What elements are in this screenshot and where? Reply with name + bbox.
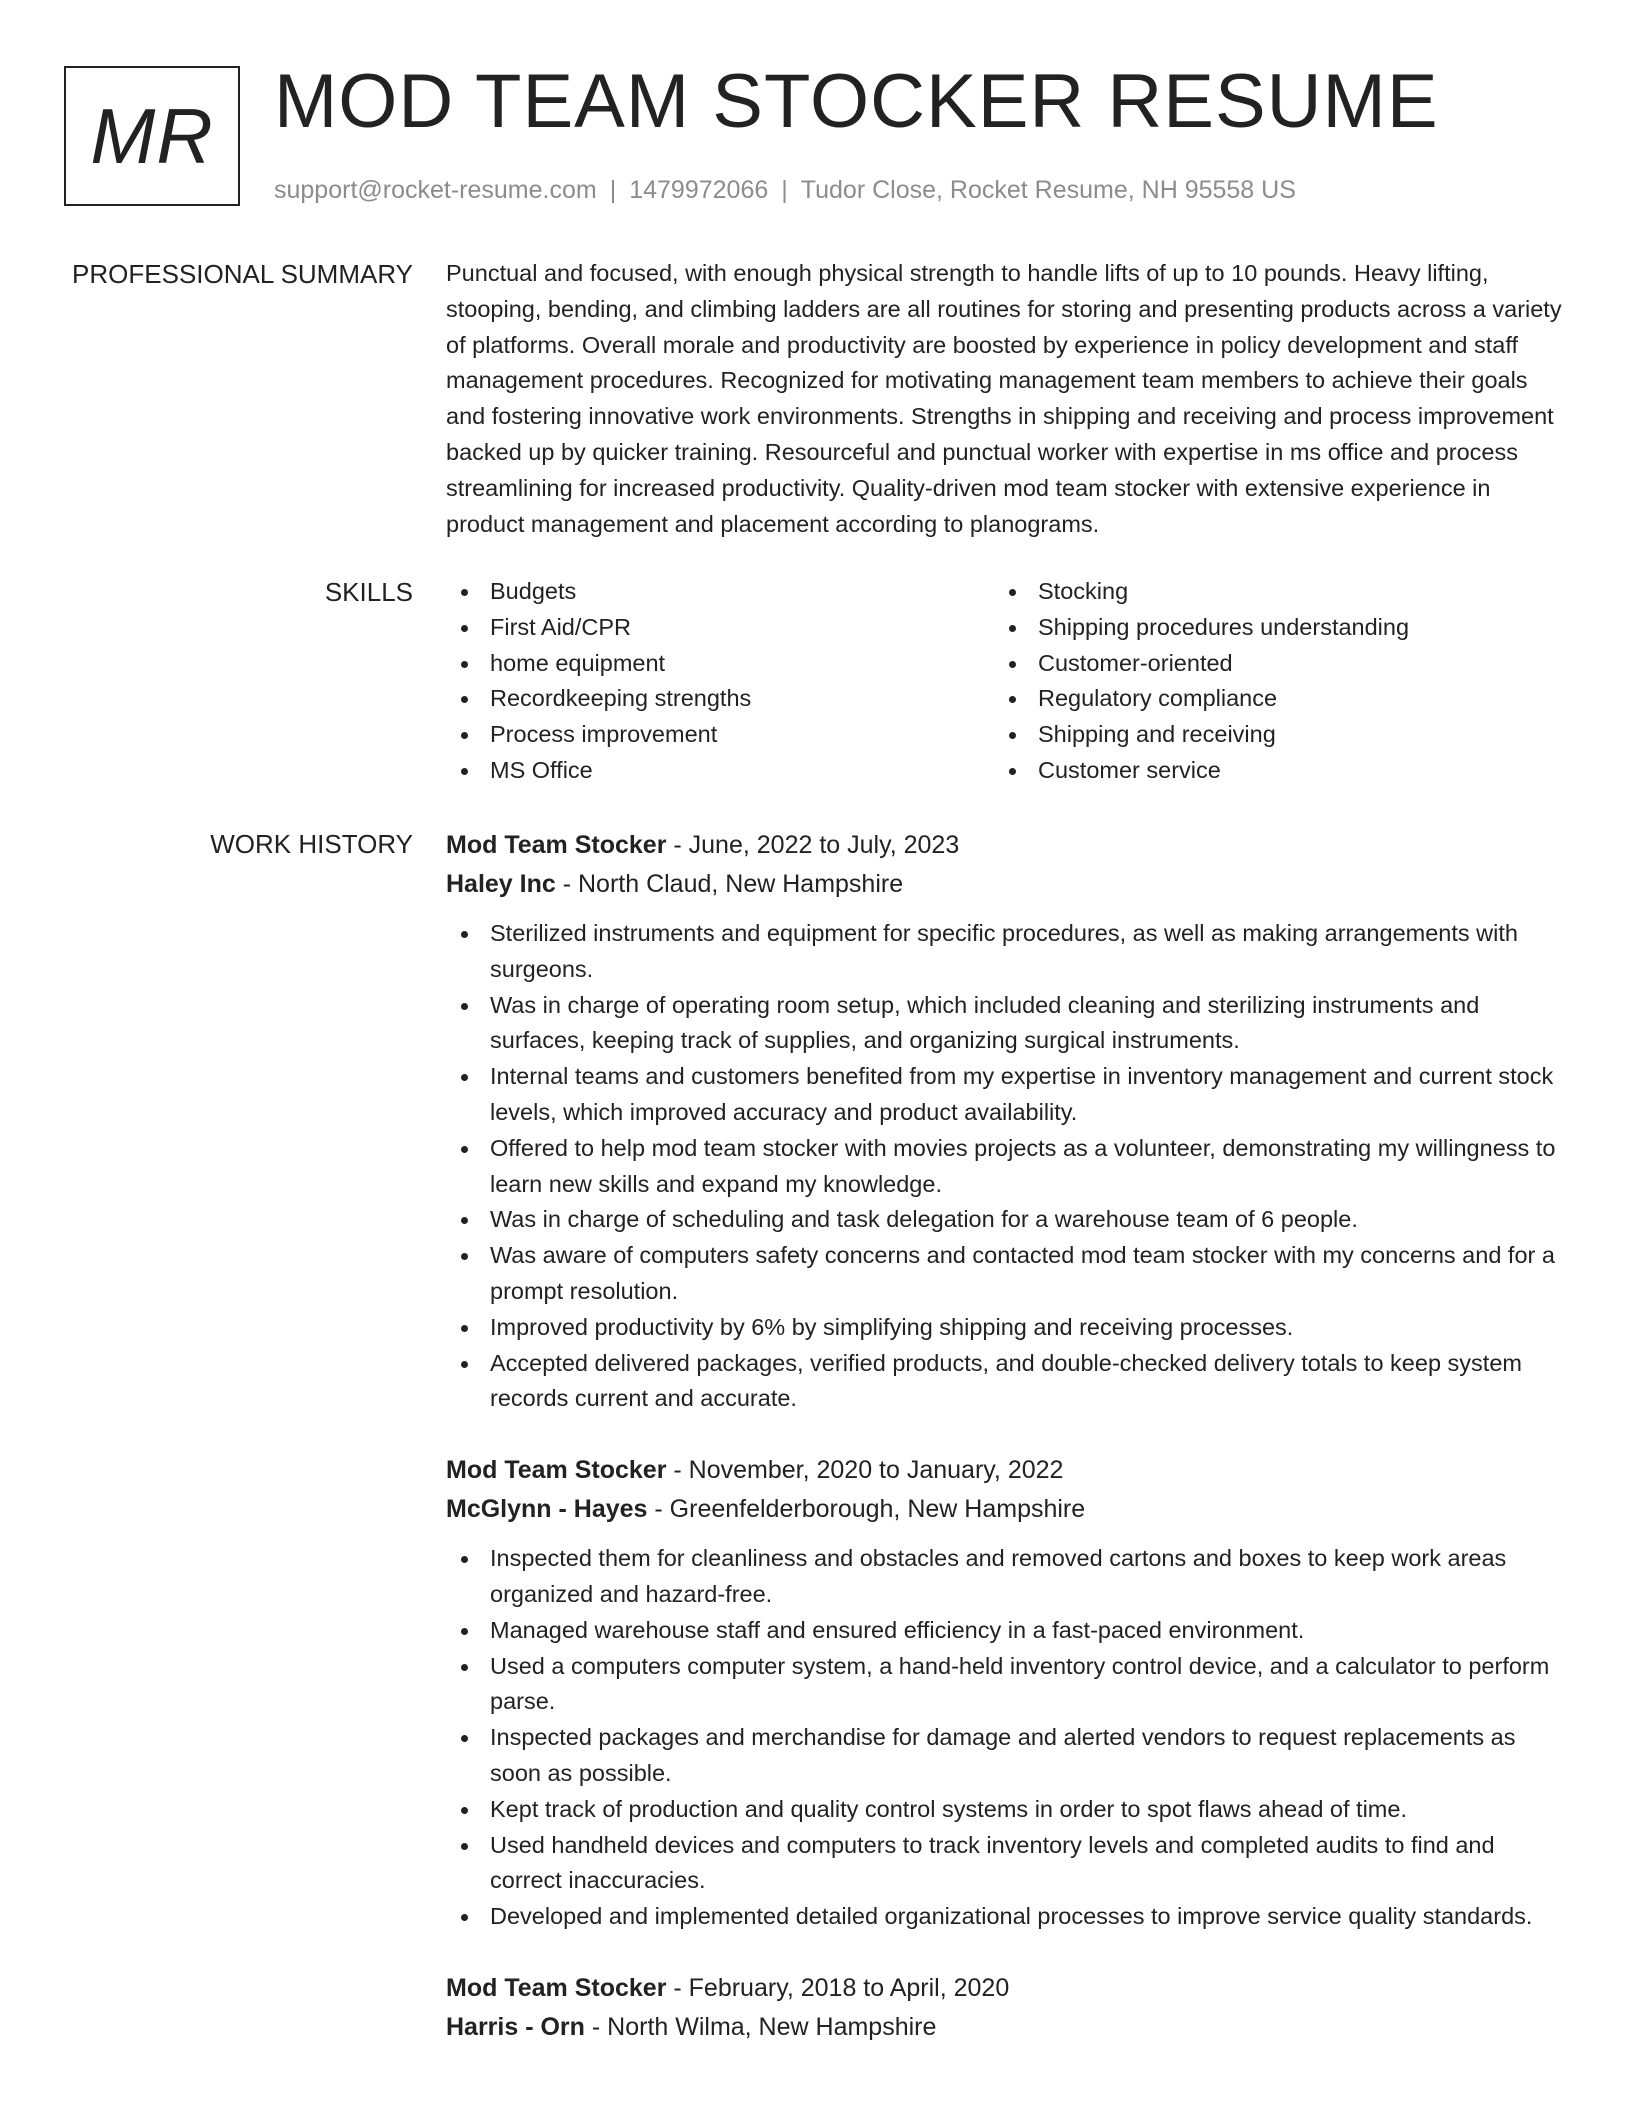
duty-item: Internal teams and customers benefited from my expertise in inventory management and current stock levels, which improved accuracy and product availability.: [446, 1059, 1562, 1131]
job-dates: - June, 2022 to July, 2023: [666, 831, 960, 859]
job-entry: [446, 826, 1562, 1417]
skill-item: Stocking: [994, 574, 1542, 610]
duty-item: Improved productivity by 6% by simplifying shipping and receiving processes.: [446, 1310, 1562, 1346]
duty-item: Used a computers computer system, a hand-held inventory control device, and a calculator to perform parse.: [446, 1649, 1562, 1721]
skill-item: First Aid/CPR: [446, 610, 994, 646]
summary-heading: PROFESSIONAL SUMMARY: [72, 259, 413, 289]
duty-item: Kept track of production and quality control systems in order to spot flaws ahead of time.: [446, 1792, 1562, 1828]
contact-info: [274, 174, 1296, 206]
duty-item: Accepted delivered packages, verified products, and double-checked delivery totals to keep system records current and accurate.: [446, 1346, 1562, 1418]
skills-list-right: [994, 574, 1542, 789]
monogram-logo: MR: [64, 66, 240, 206]
skills-body: [446, 574, 1562, 789]
skill-item: Regulatory compliance: [994, 681, 1542, 717]
skill-item: Shipping procedures understanding: [994, 610, 1542, 646]
contact-separator: |: [609, 176, 617, 204]
summary-text: Punctual and focused, with enough physical strength to handle lifts of up to 10 pounds. Heavy lifting, stooping, bending, and climbing ladders are all routines for storing and presenting products across a variety of platforms. Overall morale and productivity are boosted by experience in policy development and staff management procedures. Recognized for motivating management team members to achieve their goals and fostering innovative work environments. Strengths in shipping and receiving and process improvement backed up by quicker training. Resourceful and punctual worker with expertise in ms office and process streamlining for increased productivity. Quality-driven mod team stocker with extensive experience in product management and placement according to planograms.: [446, 260, 1562, 537]
job-company-line: [446, 2008, 1562, 2047]
skill-item: MS Office: [446, 753, 994, 789]
job-entry: [446, 1451, 1562, 1935]
job-title-line: [446, 826, 1562, 865]
job-company-line: [446, 1490, 1562, 1529]
job-company: Haley Inc: [446, 870, 556, 898]
skill-item: Shipping and receiving: [994, 717, 1542, 753]
skills-heading: SKILLS: [324, 577, 413, 607]
skill-item: Recordkeeping strengths: [446, 681, 994, 717]
duty-item: Used handheld devices and computers to track inventory levels and completed audits to find and correct inaccuracies.: [446, 1828, 1562, 1900]
duty-item: Was in charge of operating room setup, which included cleaning and sterilizing instruments and surfaces, keeping track of supplies, and organizing surgical instruments.: [446, 988, 1562, 1060]
job-dates: - February, 2018 to April, 2020: [666, 1973, 1010, 2002]
skills-list-left: [446, 574, 994, 789]
duty-item: Sterilized instruments and equipment for specific procedures, as well as making arrangements with surgeons.: [446, 916, 1562, 988]
work-history-heading: WORK HISTORY: [210, 829, 413, 859]
duty-item: Was aware of computers safety concerns and contacted mod team stocker with my concerns and for a prompt resolution.: [446, 1238, 1562, 1310]
contact-phone: 1479972066: [629, 176, 769, 204]
skill-item: home equipment: [446, 646, 994, 682]
contact-email: support@rocket-resume.com: [274, 176, 597, 204]
skill-item: Process improvement: [446, 717, 994, 753]
duty-item: Offered to help mod team stocker with movies projects as a volunteer, demonstrating my willingness to learn new skills and expand my knowledge.: [446, 1131, 1562, 1203]
skill-item: Budgets: [446, 574, 994, 610]
duty-item: Developed and implemented detailed organizational processes to improve service quality standards.: [446, 1899, 1562, 1935]
job-location: - North Claud, New Hampshire: [555, 870, 904, 898]
work-history-body: [446, 826, 1562, 2081]
duty-item: Inspected them for cleanliness and obstacles and removed cartons and boxes to keep work areas organized and hazard-free.: [446, 1541, 1562, 1613]
duty-item: Managed warehouse staff and ensured efficiency in a fast-paced environment.: [446, 1613, 1562, 1649]
duty-item: Inspected packages and merchandise for damage and alerted vendors to request replacements as soon as possible.: [446, 1720, 1562, 1792]
job-location: - Greenfelderborough, New Hampshire: [647, 1495, 1086, 1524]
resume-title: MOD TEAM STOCKER RESUME: [274, 59, 1439, 144]
job-duties: [446, 916, 1562, 1417]
job-company-line: [446, 865, 1562, 904]
job-location: - North Wilma, New Hampshire: [584, 2012, 937, 2041]
skills-grid: [446, 574, 1562, 789]
duty-item: Was in charge of scheduling and task delegation for a warehouse team of 6 people.: [446, 1202, 1562, 1238]
job-company: McGlynn - Hayes: [446, 1495, 648, 1524]
job-entry: [446, 1969, 1562, 2047]
skill-item: Customer-oriented: [994, 646, 1542, 682]
job-dates: - November, 2020 to January, 2022: [666, 1456, 1064, 1485]
summary-body: [446, 256, 1562, 542]
job-company: Harris - Orn: [446, 2012, 585, 2041]
job-title: Mod Team Stocker: [446, 1456, 667, 1485]
job-title-line: [446, 1451, 1562, 1490]
job-title-line: [446, 1969, 1562, 2008]
job-title: Mod Team Stocker: [446, 831, 667, 859]
skill-item: Customer service: [994, 753, 1542, 789]
job-duties: [446, 1541, 1562, 1935]
job-title: Mod Team Stocker: [446, 1973, 667, 2002]
contact-address: Tudor Close, Rocket Resume, NH 95558 US: [800, 176, 1296, 204]
contact-separator: |: [781, 176, 788, 204]
